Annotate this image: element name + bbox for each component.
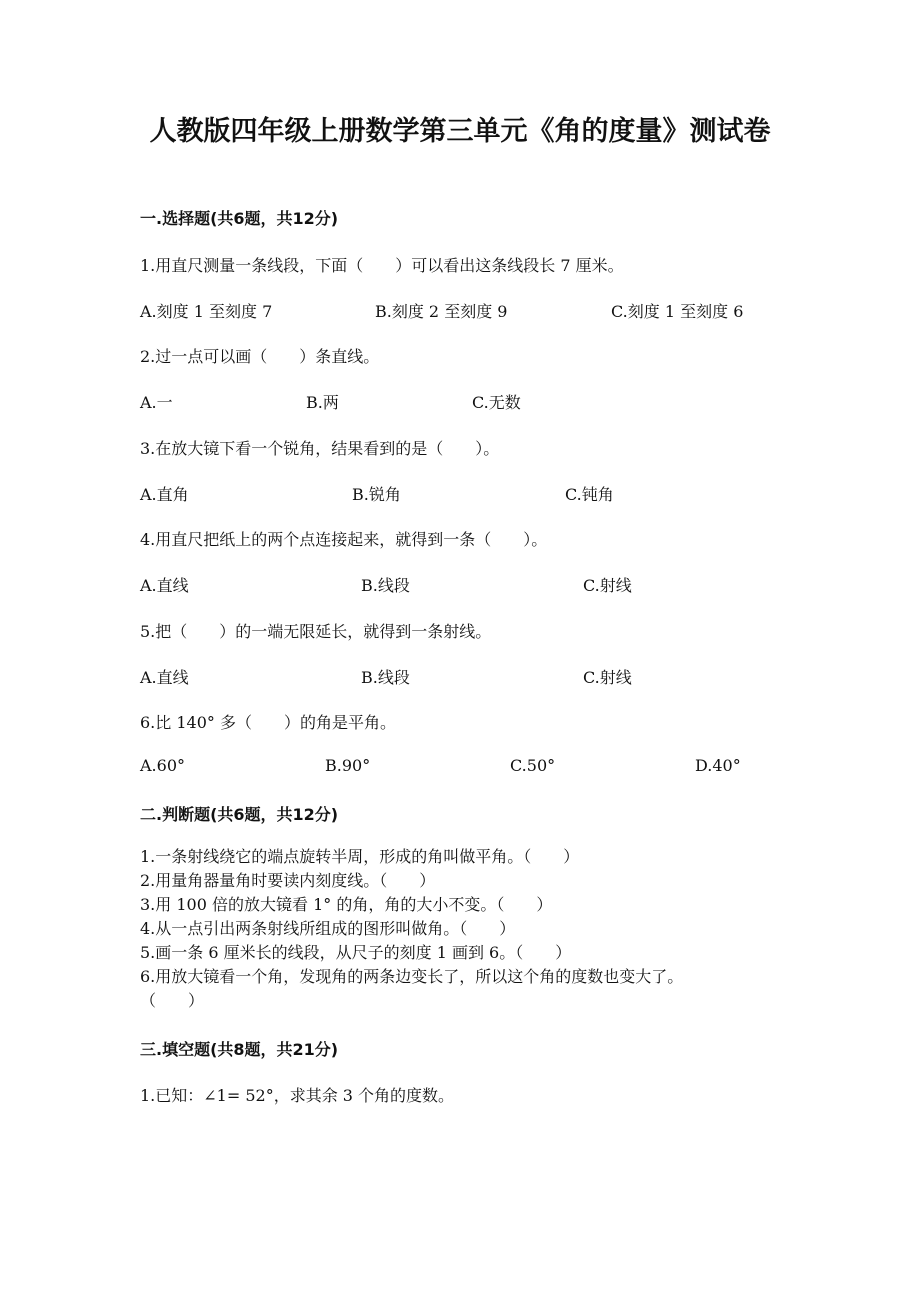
tf-item-6-bracket: （ ） (140, 991, 205, 1010)
question-5: 5.把（ ）的一端无限延长，就得到一条射线。 (140, 622, 492, 641)
q1-option-a: A.刻度 1 至刻度 7 (140, 302, 273, 321)
section-heading-fill-blank: 三.填空题(共8题，共21分) (140, 1040, 339, 1059)
page-title: 人教版四年级上册数学第三单元《角的度量》测试卷 (149, 116, 771, 147)
section-heading-choice: 一.选择题(共6题，共12分) (140, 209, 339, 228)
q2-option-c: C.无数 (472, 393, 521, 412)
q6-option-d: D.40° (695, 756, 741, 775)
q2-option-a: A.一 (140, 393, 173, 412)
question-3: 3.在放大镜下看一个锐角，结果看到的是（ ）。 (140, 439, 500, 458)
q4-option-c: C.射线 (583, 576, 632, 595)
q5-option-a: A.直线 (140, 668, 189, 687)
q3-option-a: A.直角 (140, 485, 189, 504)
q6-option-c: C.50° (510, 756, 556, 775)
q3-option-b: B.锐角 (352, 485, 401, 504)
tf-item-1: 1.一条射线绕它的端点旋转半周，形成的角叫做平角。（ ） (140, 847, 580, 866)
q6-option-b: B.90° (325, 756, 371, 775)
tf-item-5: 5.画一条 6 厘米长的线段，从尺子的刻度 1 画到 6。（ ） (140, 943, 572, 962)
q1-option-c: C.刻度 1 至刻度 6 (611, 302, 744, 321)
q4-option-a: A.直线 (140, 576, 189, 595)
tf-item-6: 6.用放大镜看一个角，发现角的两条边变长了，所以这个角的度数也变大了。 (140, 967, 684, 986)
q6-option-a: A.60° (140, 756, 185, 775)
tf-item-4: 4.从一点引出两条射线所组成的图形叫做角。（ ） (140, 919, 516, 938)
q4-option-b: B.线段 (361, 576, 410, 595)
question-1: 1.用直尺测量一条线段，下面（ ）可以看出这条线段长 7 厘米。 (140, 256, 624, 275)
q3-option-c: C.钝角 (565, 485, 614, 504)
question-4: 4.用直尺把纸上的两个点连接起来，就得到一条（ ）。 (140, 530, 548, 549)
q2-option-b: B.两 (306, 393, 339, 412)
q5-option-c: C.射线 (583, 668, 632, 687)
tf-item-3: 3.用 100 倍的放大镜看 1° 的角，角的大小不变。（ ） (140, 895, 553, 914)
section-heading-true-false: 二.判断题(共6题，共12分) (140, 805, 339, 824)
q1-option-b: B.刻度 2 至刻度 9 (375, 302, 508, 321)
fill-question-1: 1.已知：∠1= 52°，求其余 3 个角的度数。 (140, 1086, 455, 1105)
q5-option-b: B.线段 (361, 668, 410, 687)
tf-item-2: 2.用量角器量角时要读内刻度线。（ ） (140, 871, 436, 890)
question-2: 2.过一点可以画（ ）条直线。 (140, 347, 380, 366)
question-6: 6.比 140° 多（ ）的角是平角。 (140, 713, 396, 732)
